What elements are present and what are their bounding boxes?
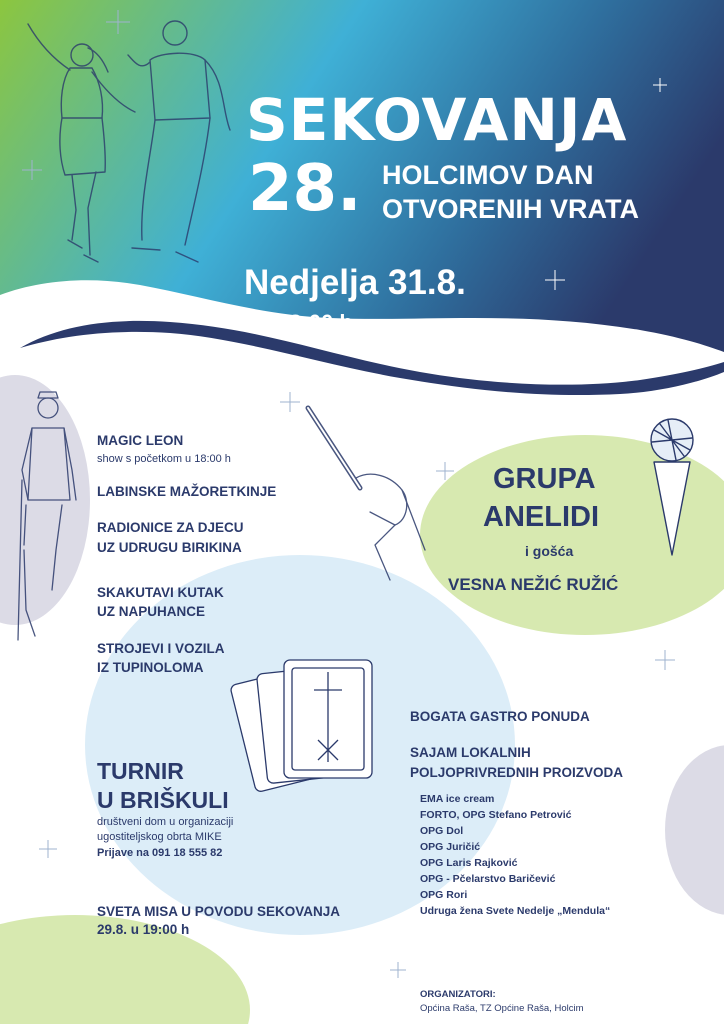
program-workshops-line1: RADIONICE ZA DJECU (97, 520, 244, 535)
event-title: SEKOVANJA (246, 86, 628, 154)
program-magic-leon: MAGIC LEON (97, 433, 184, 448)
event-time: od 18:00 h (244, 310, 353, 335)
event-date: Nedjelja 31.8. (244, 263, 466, 302)
band-guest-label: i gošća (525, 543, 574, 559)
fair-title-line2: POLJOPRIVREDNIH PROIZVODA (410, 765, 624, 780)
band-name-line2: ANELIDI (483, 501, 599, 533)
program-machines-line2: IZ TUPINOLOMA (97, 660, 204, 675)
program-machines-line1: STROJEVI I VOZILA (97, 641, 225, 656)
turnir-title-line1: TURNIR (97, 758, 184, 784)
event-edition: 28. (248, 152, 362, 226)
program-majorettes: LABINSKE MAŽORETKINJE (97, 484, 277, 499)
vendor-item: OPG Juričić (420, 840, 481, 853)
vendor-item: Udruga žena Svete Nedelje „Mendula“ (420, 904, 611, 917)
band-name-line1: GRUPA (493, 463, 596, 495)
band-guest-name: VESNA NEŽIĆ RUŽIĆ (448, 575, 619, 594)
vendor-item: OPG Laris Rajković (420, 856, 518, 869)
program-magic-leon-sub: show s početkom u 18:00 h (97, 453, 231, 465)
turnir-signup: Prijave na 091 18 555 82 (97, 847, 223, 859)
vendor-item: EMA ice cream (420, 793, 495, 805)
turnir-title-line2: U BRIŠKULI (97, 787, 229, 813)
fair-title-line1: SAJAM LOKALNIH (410, 745, 531, 760)
organizers-names: Općina Raša, TZ Općine Raša, Holcim (420, 1003, 584, 1014)
subtitle-line-2: OTVORENIH VRATA (382, 194, 640, 224)
gastro-offer: BOGATA GASTRO PONUDA (410, 709, 590, 724)
mass-line1: SVETA MISA U POVODU SEKOVANJA (97, 904, 341, 919)
vendor-item: FORTO, OPG Stefano Petrović (420, 808, 572, 821)
program-bouncy-line2: UZ NAPUHANCE (97, 604, 205, 619)
playing-cards-illustration (230, 660, 372, 793)
turnir-desc-line1: društveni dom u organizaciji (97, 816, 234, 828)
program-workshops-line2: UZ UDRUGU BIRIKINA (97, 540, 242, 555)
vendor-item: OPG - Pčelarstvo Baričević (420, 872, 556, 885)
subtitle-line-1: HOLCIMOV DAN (382, 160, 594, 190)
program-bouncy-line1: SKAKUTAVI KUTAK (97, 585, 224, 600)
mass-line2: 29.8. u 19:00 h (97, 922, 190, 937)
organizers-label: ORGANIZATORI: (420, 989, 496, 1000)
vendor-item: OPG Rori (420, 888, 468, 901)
vendor-item: OPG Dol (420, 824, 464, 837)
vendor-list (420, 792, 610, 920)
turnir-desc-line2: ugostiteljskog obrta MIKE (97, 831, 222, 843)
